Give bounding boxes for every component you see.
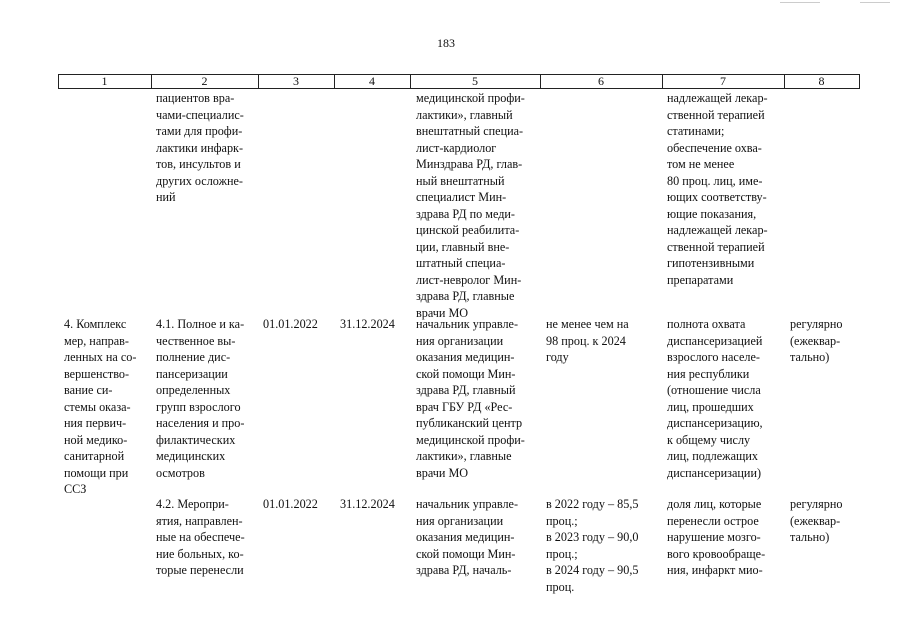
- cell-indicator: доля лиц, которые перенесли острое нарушение мозго- вого кровообраще- ния, инфаркт мио-: [667, 497, 766, 577]
- cell-frequency: регулярно (ежеквар- тально): [790, 317, 843, 364]
- cell-indicator: надлежащей лекар- ственной терапией статинами; обеспечение охва- том не менее 80 проц. лиц, име- ющих соответству- ющие показания, надлежащей лекар- ственной терапией гипотензивными препаратами: [667, 91, 768, 287]
- header-col-7: 7: [720, 74, 726, 88]
- header-col-1: 1: [101, 74, 108, 88]
- column-divider: [859, 74, 860, 88]
- cell-target: не менее чем на 98 проц. к 2024 году: [546, 317, 629, 364]
- header-col-5: 5: [472, 74, 478, 88]
- page-number: 183: [437, 36, 455, 50]
- header-rule-bottom: [58, 88, 860, 89]
- cell-target: в 2022 году – 85,5 проц.; в 2023 году – 90,0 проц.; в 2024 году – 90,5 проц.: [546, 497, 639, 594]
- header-col-3: 3: [293, 74, 299, 88]
- header-col-4: 4: [369, 74, 375, 88]
- cell-indicator: полнота охвата диспансеризацией взрослого населе- ния республики (отношение числа лиц, прошедших диспансеризацию, к общему числу лиц, подлежащих диспансеризации): [667, 317, 763, 480]
- cell-end-date: 31.12.2024: [340, 497, 395, 511]
- cell-measure: 4.2. Меропри- ятия, направлен- ные на обеспече- ние больных, ко- торые перенесли: [156, 497, 245, 577]
- cell-measure: 4.1. Полное и ка- чественное вы- полнение дис- пансеризации определенных групп взрослого населения и про- филактических медицинских осмотров: [156, 317, 245, 480]
- header-col-2: 2: [201, 74, 208, 88]
- header-col-8: 8: [818, 74, 825, 88]
- cell-end-date: 31.12.2024: [340, 317, 395, 331]
- cell-responsible: начальник управле- ния организации оказания медицин- ской помощи Мин- здрава РД, главный врач ГБУ РД «Рес- публиканский центр медицинской профи- лактики», главные врачи МО: [416, 317, 525, 480]
- cell-measure: пациентов вра- чами-специалис- тами для профи- лактики инфарк- тов, инсультов и других осложне- ний: [156, 91, 244, 204]
- cell-activity: 4. Комплекс мер, направ- ленных на со- вершенство- вание си- стемы оказа- ния первич- ной медико- санитарной помощи при ССЗ: [64, 317, 137, 496]
- cell-start-date: 01.01.2022: [263, 497, 318, 511]
- scan-mark: [780, 2, 820, 3]
- cell-responsible: начальник управле- ния организации оказания медицин- ской помощи Мин- здрава РД, началь-: [416, 497, 519, 577]
- scan-mark: [860, 2, 890, 3]
- cell-frequency: регулярно (ежеквар- тально): [790, 497, 843, 544]
- cell-responsible: медицинской профи- лактики», главный внештатный специа- лист-кардиолог Минздрава РД, глав- ный внештатный специалист Мин- здрава РД по меди- цинской реабилита- ции, главный вне- штатный специа- лист-невролог Мин- здрава РД, главные врачи МО: [416, 91, 525, 320]
- header-col-6: 6: [598, 74, 604, 88]
- cell-start-date: 01.01.2022: [263, 317, 318, 331]
